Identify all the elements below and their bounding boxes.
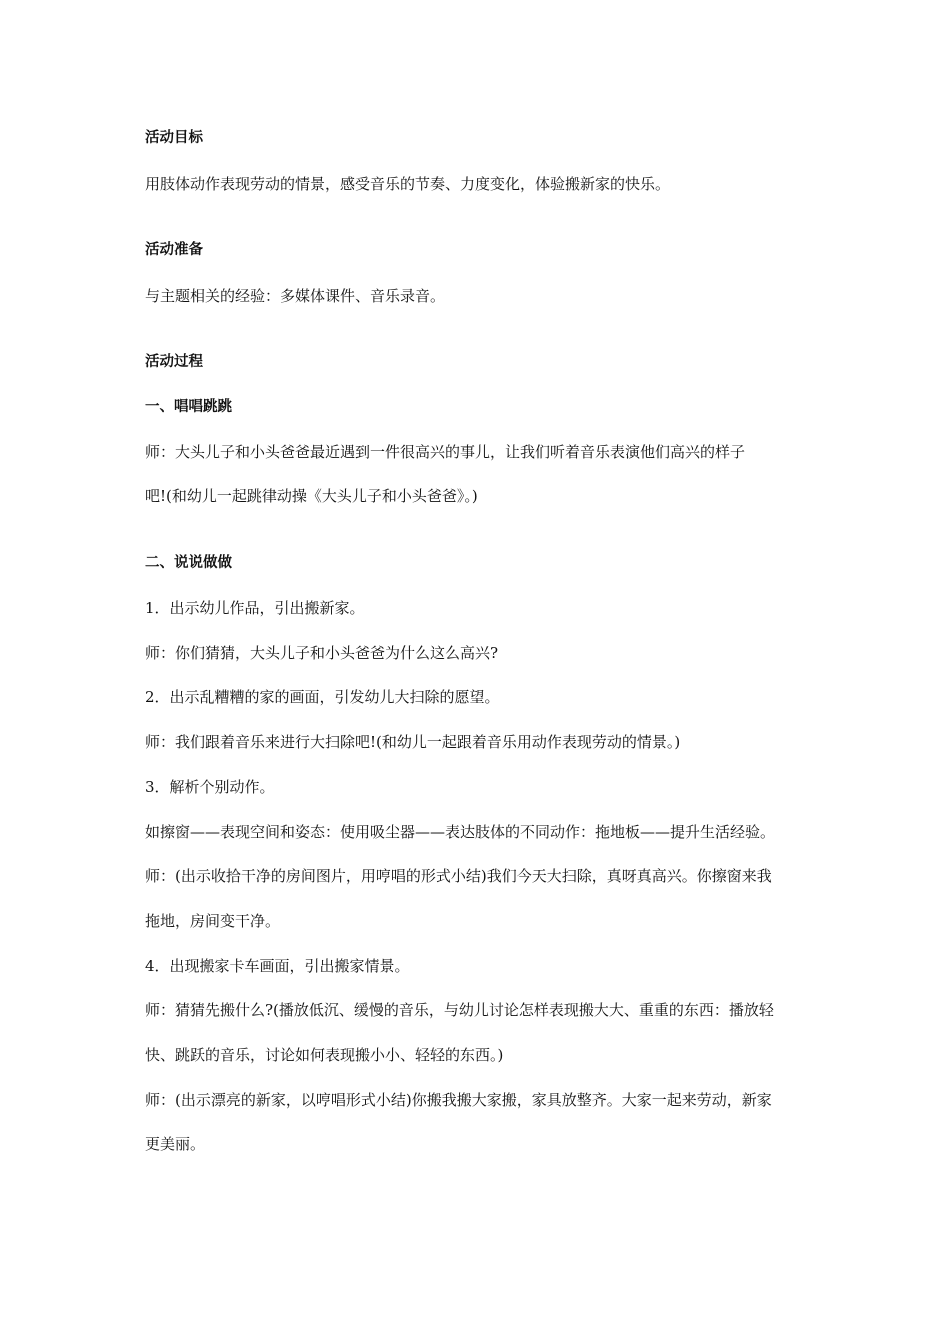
paragraph-line: 吧!(和幼儿一起跳律动操《大头儿子和小头爸爸》。) — [145, 487, 478, 505]
paragraph-line: 4．出现搬家卡车画面，引出搬家情景。 — [145, 957, 410, 975]
paragraph-line: 快、跳跃的音乐，讨论如何表现搬小小、轻轻的东西。) — [145, 1046, 504, 1064]
paragraph-line: 师：我们跟着音乐来进行大扫除吧!(和幼儿一起跟着音乐用动作表现劳动的情景。) — [145, 733, 681, 751]
subsection-heading-sing-dance: 一、唱唱跳跳 — [145, 399, 232, 415]
paragraph-line: 师：(出示漂亮的新家，以哼唱形式小结)你搬我搬大家搬，家具放整齐。大家一起来劳动，新家 — [145, 1091, 772, 1109]
subsection-heading-talk-do: 二、说说做做 — [145, 555, 232, 571]
paragraph-line: 师：(出示收拾干净的房间图片，用哼唱的形式小结)我们今天大扫除，真呀真高兴。你擦窗来我 — [145, 867, 772, 885]
section-heading-goals: 活动目标 — [145, 130, 203, 146]
paragraph-line: 用肢体动作表现劳动的情景，感受音乐的节奏、力度变化，体验搬新家的快乐。 — [145, 175, 671, 193]
paragraph-line: 3．解析个别动作。 — [145, 778, 275, 796]
section-heading-process: 活动过程 — [145, 354, 203, 370]
paragraph-line: 更美丽。 — [145, 1135, 206, 1153]
paragraph-line: 与主题相关的经验：多媒体课件、音乐录音。 — [145, 287, 446, 305]
paragraph-line: 2．出示乱糟糟的家的画面，引发幼儿大扫除的愿望。 — [145, 688, 500, 706]
paragraph-line: 师：猜猜先搬什么?(播放低沉、缓慢的音乐，与幼儿讨论怎样表现搬大大、重重的东西：播放轻 — [145, 1001, 774, 1019]
section-heading-preparation: 活动准备 — [145, 242, 203, 258]
paragraph-line: 拖地，房间变干净。 — [145, 912, 281, 930]
paragraph-line: 如擦窗——表现空间和姿态：使用吸尘器——表达肢体的不同动作：拖地板——提升生活经验。 — [145, 823, 776, 841]
paragraph-line: 师：你们猜猜，大头儿子和小头爸爸为什么这么高兴? — [145, 644, 499, 662]
paragraph-line: 师：大头儿子和小头爸爸最近遇到一件很高兴的事儿，让我们听着音乐表演他们高兴的样子 — [145, 443, 746, 461]
paragraph-line: 1．出示幼儿作品，引出搬新家。 — [145, 599, 365, 617]
